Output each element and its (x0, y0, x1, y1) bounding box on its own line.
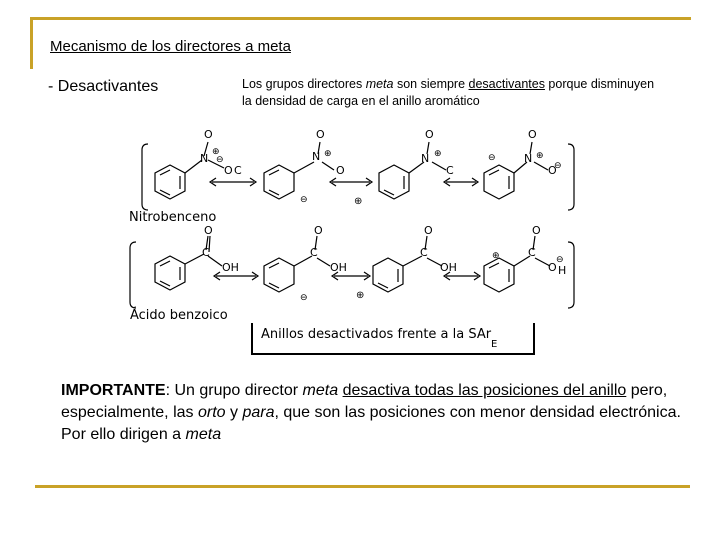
charge-plus-2: ⊕ (324, 149, 332, 159)
bracket-left-row1 (142, 144, 148, 210)
atom-c-3: C (202, 246, 210, 259)
desc-part3: porque disminuyen la densidad de carga en el anillo aromático (242, 77, 655, 108)
atom-n-4: N (524, 152, 533, 165)
atom-o-4: O (336, 164, 345, 177)
accent-line-top (30, 17, 691, 20)
atom-n-2: N (312, 150, 321, 163)
charge-minus-5: ⊖ (300, 293, 308, 303)
label-acido-benzoico: Ácido benzoico (130, 308, 228, 323)
caption-ar: Ar (476, 327, 492, 342)
atom-c-5: C (420, 246, 428, 259)
charge-plus-1: ⊕ (212, 147, 220, 157)
bracket-right-row1 (568, 144, 574, 210)
atom-c-4: C (310, 246, 318, 259)
figure-caption (261, 327, 491, 342)
accent-line-bottom (35, 485, 690, 488)
caption-subscript: E (491, 339, 498, 350)
accent-line-vertical (30, 17, 33, 69)
atom-o-3: O (316, 128, 325, 141)
note-orto: orto (197, 404, 226, 421)
atom-o-6: O (528, 128, 537, 141)
atom-o-8: O (204, 224, 213, 237)
atom-c-2: C (446, 164, 454, 177)
atom-o-2: O (224, 164, 233, 177)
atom-n-1: N (200, 152, 209, 165)
charge-minus-1: ⊖ (216, 155, 224, 165)
note-t5: , que son las posiciones con menor densidad electrónica. Por ello dirigen a (61, 404, 681, 443)
desc-part1: Los grupos directores (242, 77, 366, 91)
caption-text: Anillos desactivados frente a la S (261, 327, 477, 342)
atom-o-11: O (532, 224, 541, 237)
atom-o-7: O (548, 164, 557, 177)
atom-oh-1: OH (222, 261, 239, 274)
note-t1: : Un grupo director (165, 382, 303, 399)
bracket-left-row2 (130, 242, 136, 308)
bullet-desactivantes: - Desactivantes (48, 78, 159, 95)
note-meta2: meta (185, 426, 222, 443)
charge-plus-6: ⊕ (356, 290, 365, 301)
note-important: IMPORTANTE (61, 382, 166, 399)
page-title: Mecanismo de los directores a meta (50, 38, 291, 55)
charge-minus-6: ⊖ (556, 255, 564, 265)
charge-minus-2: ⊖ (300, 195, 308, 205)
atom-h-1: H (558, 264, 567, 277)
note-meta: meta (302, 382, 339, 399)
atom-n-3: N (421, 152, 430, 165)
description-text (242, 76, 662, 110)
atom-o-10: O (424, 224, 433, 237)
note-t4: y (225, 404, 243, 421)
note-underline: desactiva todas las posiciones del anillo (342, 382, 627, 399)
atom-oh-2: OH (330, 261, 347, 274)
atom-o-9: O (314, 224, 323, 237)
atom-o-5: O (425, 128, 434, 141)
atom-o-1: O (204, 128, 213, 141)
label-nitrobenceno: Nitrobenceno (129, 210, 217, 225)
atom-oh-3: OH (440, 261, 457, 274)
desc-desactivantes: desactivantes (468, 77, 545, 91)
charge-plus-5: ⊕ (536, 151, 544, 161)
important-note (61, 380, 686, 446)
charge-minus-4: ⊖ (554, 161, 562, 171)
atom-c-1: C (234, 164, 242, 177)
resonance-structures-figure (124, 124, 579, 324)
desc-part2: son siempre (393, 77, 469, 91)
charge-plus-7: ⊕ (492, 251, 500, 261)
charge-plus-4: ⊕ (434, 149, 442, 159)
atom-c-6: C (528, 246, 536, 259)
desc-meta: meta (365, 77, 394, 91)
charge-plus-3: ⊕ (354, 196, 363, 207)
note-t3: pero, especialmente, las (61, 382, 668, 421)
note-para: para (242, 404, 275, 421)
atom-o-12: O (548, 261, 557, 274)
bracket-right-row2 (568, 242, 574, 308)
charge-minus-3: ⊖ (488, 153, 496, 163)
